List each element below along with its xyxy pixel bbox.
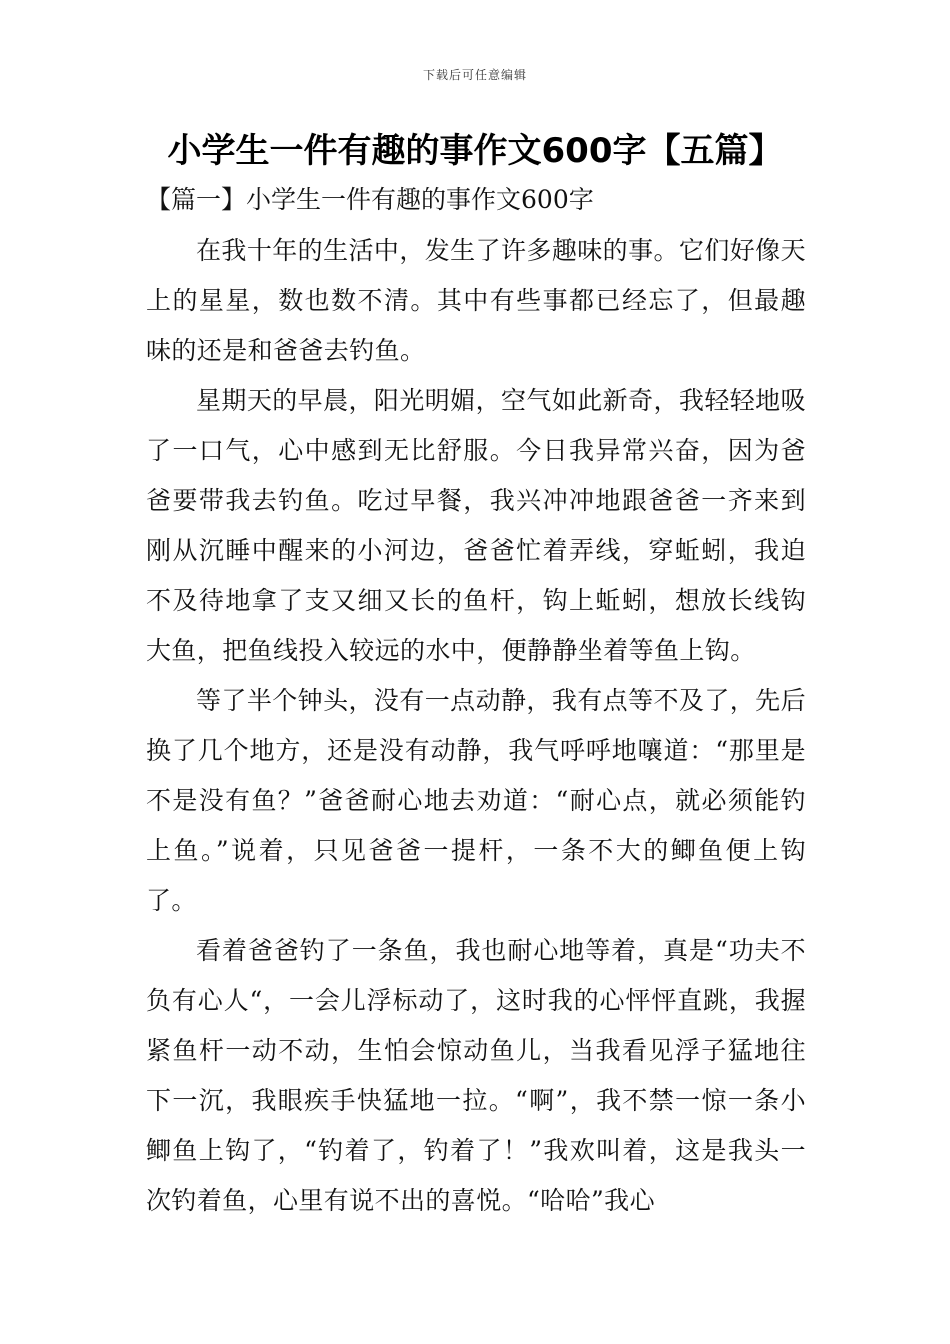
- paragraph: 星期天的早晨，阳光明媚，空气如此新奇，我轻轻地吸了一口气，心中感到无比舒服。今日我异常兴奋，因为爸爸要带我去钓鱼。吃过早餐，我兴冲冲地跟爸爸一齐来到刚从沉睡中醒来的小河边，爸爸忙着弄线，穿蚯蚓，我迫不及待地拿了支又细又长的鱼杆，钩上蚯蚓，想放长线钩大鱼，把鱼线投入较远的水中，便静静坐着等鱼上钩。: [146, 386, 806, 665]
- section-heading: 【篇一】小学生一件有趣的事作文600字: [146, 185, 594, 214]
- paragraph: 在我十年的生活中，发生了许多趣味的事。它们好像天上的星星，数也数不清。其中有些事都已经忘了，但最趣味的还是和爸爸去钓鱼。: [146, 236, 806, 365]
- paragraph: 看着爸爸钓了一条鱼，我也耐心地等着，真是“功夫不负有心人“，一会儿浮标动了，这时我的心怦怦直跳，我握紧鱼杆一动不动，生怕会惊动鱼儿，当我看见浮子猛地往下一沉，我眼疾手快猛地一拉。“啊”，我不禁一惊一条小鲫鱼上钩了，“钓着了，钓着了！”我欢叫着，这是我头一次钓着鱼，心里有说不出的喜悦。“哈哈”我心: [146, 936, 806, 1215]
- paragraph: 等了半个钟头，没有一点动静，我有点等不及了，先后换了几个地方，还是没有动静，我气呼呼地嚷道：“那里是不是没有鱼？”爸爸耐心地去劝道：“耐心点，就必须能钓上鱼。”说着，只见爸爸一提杆，一条不大的鲫鱼便上钩了。: [146, 686, 806, 915]
- document-title: 小学生一件有趣的事作文600字【五篇】: [167, 131, 783, 171]
- article-body: [146, 226, 806, 1226]
- header-note: 下载后可任意编辑: [422, 68, 527, 82]
